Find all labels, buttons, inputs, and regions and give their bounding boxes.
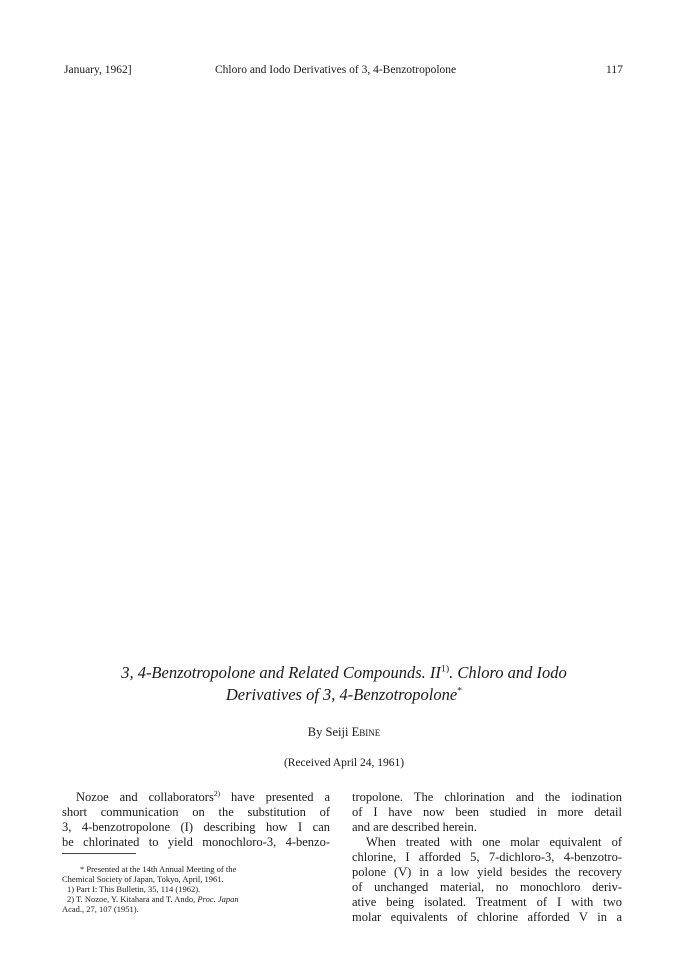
title-text: 3, 4-Benzotropolone and Related Compounds. II [121, 663, 441, 682]
text-line: be chlorinated to yield monochloro-3, 4-benzo- [62, 835, 330, 849]
text-line: 3, 4-benzotropolone (I) describing how I can [62, 820, 330, 834]
running-head-title: Chloro and Iodo Derivatives of 3, 4-Benzotropolone [215, 64, 457, 76]
received-date: (Received April 24, 1961) [283, 757, 405, 769]
text-line: molar equivalents of chlorine afforded V in a [352, 910, 622, 924]
text-segment: Nozoe and collaborators [76, 790, 214, 804]
text-segment: have presented a [220, 790, 330, 804]
text-line: ative being isolated. Treatment of I with two [352, 895, 622, 909]
footnote [67, 894, 239, 904]
article-title-line-1 [40, 662, 648, 684]
text-line: of I have now been studied in more detail [352, 805, 622, 819]
running-head-left: January, 1962] [64, 64, 132, 76]
text-line: polone (V) in a low yield besides the recovery [352, 865, 622, 879]
footnote-text: 2) T. Nozoe, Y. Kitahara and T. Ando, [67, 894, 198, 904]
text-line: When treated with one molar equivalent of [366, 835, 622, 849]
text-line: of unchanged material, no monochloro deriv- [352, 880, 622, 894]
title-asterisk: * [457, 685, 463, 697]
text-line: chlorine, I afforded 5, 7-dichloro-3, 4-benzotro- [352, 850, 622, 864]
article-title-line-2 [40, 684, 648, 706]
author-surname: Ebine [351, 725, 381, 739]
byline [0, 725, 688, 740]
text-line: short communication on the substitution of [62, 805, 330, 819]
text-line: tropolone. The chlorination and the iodination [352, 790, 622, 804]
footnote: 1) Part I: This Bulletin, 35, 114 (1962). [67, 884, 201, 894]
page-number: 117 [606, 64, 623, 76]
title-footnote-ref: 1) [440, 663, 450, 675]
text-line: and are described herein. [352, 820, 477, 834]
footnote-rule [62, 853, 136, 854]
title-text-tail: . Chloro and Iodo [449, 663, 567, 682]
footnote: * Presented at the 14th Annual Meeting of the [80, 864, 237, 874]
byline-prefix: By Seiji [307, 725, 352, 739]
footnote-journal: Proc. Japan [197, 894, 239, 904]
title-text: Derivatives of 3, 4-Benzotropolone [225, 685, 458, 704]
text-line [62, 790, 330, 805]
footnote: Acad., 27, 107 (1951). [62, 904, 139, 914]
footnote: Chemical Society of Japan, Tokyo, April, 1961. [62, 874, 224, 884]
footnote-ref: 2) [213, 788, 221, 798]
